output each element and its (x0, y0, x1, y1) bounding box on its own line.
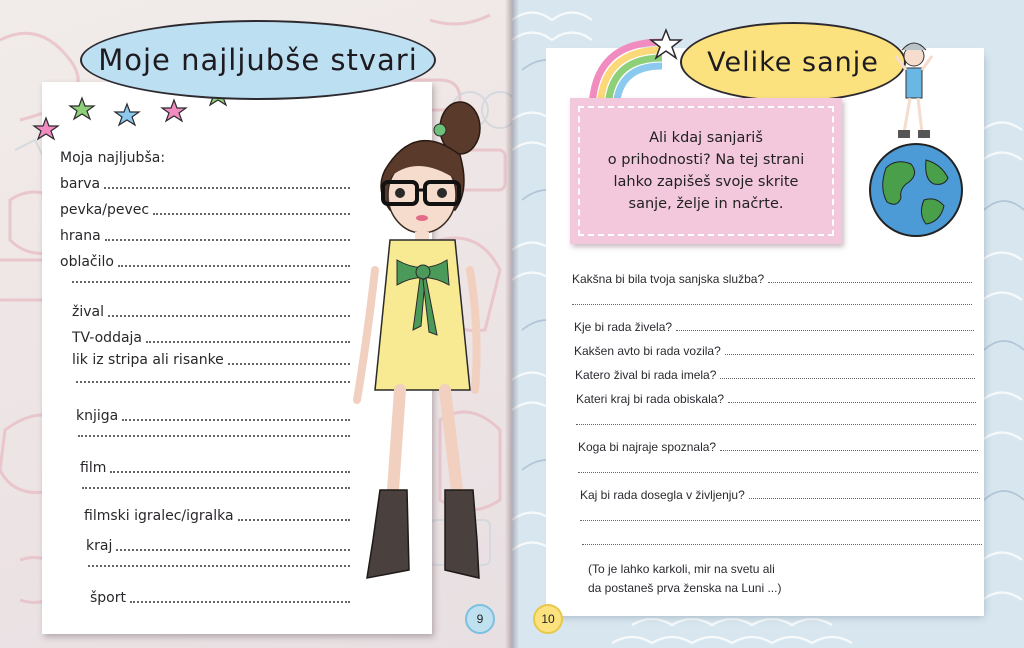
question-row[interactable]: Kateri kraj bi rada obiskala? (576, 392, 976, 406)
note-line: (To je lahko karkoli, mir na svetu ali (588, 562, 775, 576)
intro-line: Ali kdaj sanjariš (649, 130, 763, 146)
field-row[interactable]: TV-oddaja (60, 330, 350, 346)
star-icon (34, 118, 58, 139)
field-row-blank[interactable] (60, 380, 350, 386)
field-row-blank[interactable] (60, 280, 350, 286)
field-row[interactable]: barva (60, 176, 350, 192)
page-number-left: 9 (465, 604, 495, 634)
book-spine (505, 0, 519, 648)
intro-line: lahko zapišeš svoje skrite (613, 174, 799, 190)
question-row[interactable]: Kaj bi rada dosegla v življenju? (580, 488, 980, 502)
question-row[interactable]: Koga bi najraje spoznala? (578, 440, 978, 454)
field-row[interactable]: hrana (60, 228, 350, 244)
field-row-blank[interactable] (60, 564, 350, 570)
field-row[interactable]: lik iz stripa ali risanke (60, 352, 350, 368)
field-row[interactable]: pevka/pevec (60, 202, 350, 218)
field-row[interactable]: šport (60, 590, 350, 606)
globe-icon (866, 140, 966, 240)
answer-line[interactable] (580, 512, 980, 524)
intro-line: sanje, želje in načrte. (628, 196, 784, 212)
field-row-blank[interactable] (60, 434, 350, 440)
answer-line[interactable] (578, 464, 978, 476)
question-row[interactable]: Kakšna bi bila tvoja sanjska služba? (572, 272, 972, 286)
answer-line[interactable] (576, 416, 976, 428)
field-row[interactable]: oblačilo (60, 254, 350, 270)
question-row[interactable]: Katero žival bi rada imela? (575, 368, 975, 382)
question-row[interactable]: Kje bi rada živela? (574, 320, 974, 334)
girl-on-globe-illustration (892, 38, 942, 148)
field-row[interactable]: film (60, 460, 350, 476)
field-row[interactable]: knjiga (60, 408, 350, 424)
note-text (588, 560, 781, 598)
field-row[interactable]: filmski igralec/igralka (60, 508, 350, 524)
right-page (512, 0, 1024, 648)
note-line: da postaneš prva ženska na Luni ...) (588, 581, 782, 595)
answer-line[interactable] (572, 296, 972, 308)
field-row[interactable]: kraj (60, 538, 350, 554)
page-number-right: 10 (533, 604, 563, 634)
star-icon (162, 100, 186, 121)
favorites-heading: Moja najljubša: (60, 150, 166, 166)
answer-line[interactable] (582, 536, 982, 548)
question-row[interactable]: Kakšen avto bi rada vozila? (574, 344, 974, 358)
field-row[interactable]: žival (60, 304, 350, 320)
girl-illustration (345, 100, 505, 595)
star-icon (115, 104, 139, 125)
intro-line: o prihodnosti? Na tej strani (607, 152, 805, 168)
intro-box (570, 98, 842, 244)
page-title-right: Velike sanje (680, 22, 906, 102)
star-icon (70, 98, 94, 119)
page-title-left: Moje najljubše stvari (80, 20, 436, 100)
field-row-blank[interactable] (60, 486, 350, 492)
